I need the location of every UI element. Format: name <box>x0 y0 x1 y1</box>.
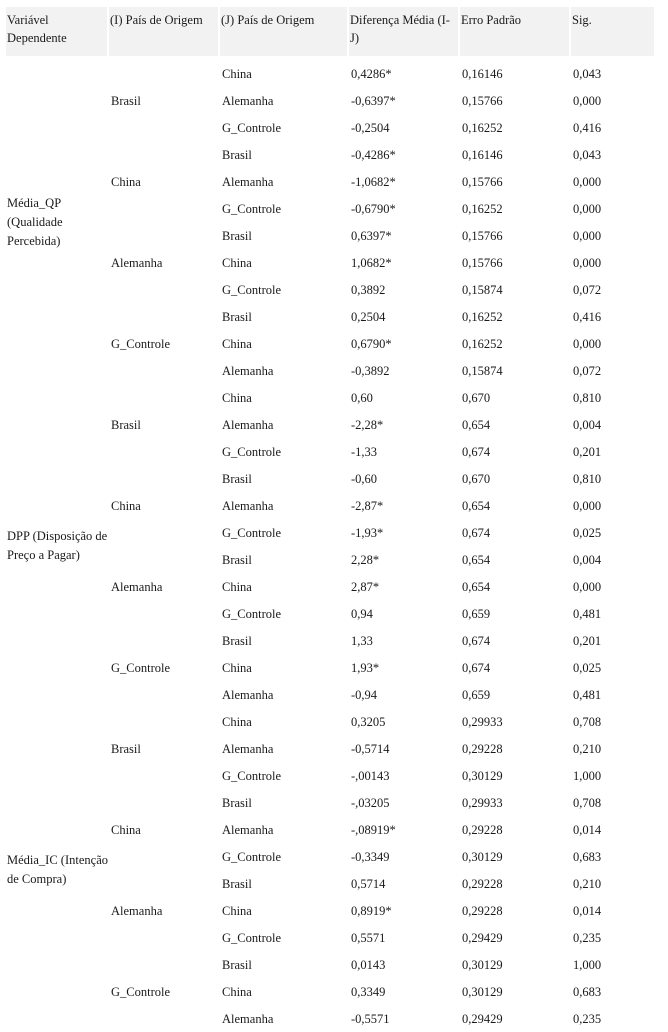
mean-difference-cell: 0,6790* <box>351 336 392 351</box>
j-country-cell: G_Controle <box>222 849 282 864</box>
standard-error-cell: 0,30129 <box>462 849 503 864</box>
significance-cell: 0,481 <box>573 687 602 702</box>
standard-error-cell: 0,654 <box>462 579 491 594</box>
significance-cell: 0,072 <box>573 282 602 297</box>
significance-cell: 0,810 <box>573 471 602 486</box>
standard-error-cell: 0,30129 <box>462 984 503 999</box>
significance-cell: 0,000 <box>573 201 602 216</box>
standard-error-cell: 0,16252 <box>462 201 503 216</box>
j-country-cell: Brasil <box>222 552 252 567</box>
header-i-country: (I) País de Origem <box>109 7 220 56</box>
mean-difference-cell: 1,0682* <box>351 255 392 270</box>
significance-cell: 0,004 <box>573 552 602 567</box>
standard-error-cell: 0,29228 <box>462 903 503 918</box>
header-row <box>6 7 654 56</box>
j-country-cell: G_Controle <box>222 768 282 783</box>
mean-difference-cell: -0,6790* <box>351 201 396 216</box>
mean-difference-cell: 0,94 <box>351 606 373 621</box>
j-country-cell: China <box>222 714 252 729</box>
significance-cell: 0,210 <box>573 876 602 891</box>
mean-difference-cell: -0,5571 <box>351 1011 390 1026</box>
mean-difference-cell: 0,60 <box>351 390 373 405</box>
mean-difference-cell: 0,0143 <box>351 957 386 972</box>
significance-cell: 0,708 <box>573 714 602 729</box>
standard-error-cell: 0,15766 <box>462 228 503 243</box>
mean-difference-cell: -0,60 <box>351 471 378 486</box>
significance-cell: 0,000 <box>573 336 602 351</box>
i-country-cell: Brasil <box>111 741 141 756</box>
significance-cell: 0,000 <box>573 93 602 108</box>
j-country-cell: G_Controle <box>222 120 282 135</box>
standard-error-cell: 0,30129 <box>462 957 503 972</box>
mean-difference-cell: 1,93* <box>351 660 380 675</box>
i-country-cell: G_Controle <box>111 336 171 351</box>
standard-error-cell: 0,30129 <box>462 768 503 783</box>
significance-cell: 0,072 <box>573 363 602 378</box>
j-country-cell: China <box>222 255 252 270</box>
standard-error-cell: 0,16252 <box>462 336 503 351</box>
mean-difference-cell: -0,94 <box>351 687 378 702</box>
j-country-cell: G_Controle <box>222 201 282 216</box>
standard-error-cell: 0,16146 <box>462 147 503 162</box>
j-country-cell: Brasil <box>222 309 252 324</box>
j-country-cell: Alemanha <box>222 1011 274 1026</box>
standard-error-cell: 0,29228 <box>462 741 503 756</box>
significance-cell: 0,000 <box>573 174 602 189</box>
j-country-cell: Alemanha <box>222 822 274 837</box>
standard-error-cell: 0,29429 <box>462 1011 503 1026</box>
j-country-cell: G_Controle <box>222 444 282 459</box>
j-country-cell: Alemanha <box>222 498 274 513</box>
mean-difference-cell: -,00143 <box>351 768 390 783</box>
i-country-cell: China <box>111 174 141 189</box>
mean-difference-cell: 0,4286* <box>351 66 392 81</box>
mean-difference-cell: -0,2504 <box>351 120 390 135</box>
j-country-cell: China <box>222 660 252 675</box>
mean-difference-cell: 2,87* <box>351 579 380 594</box>
significance-cell: 0,416 <box>573 120 602 135</box>
standard-error-cell: 0,15766 <box>462 93 503 108</box>
table-row <box>6 60 654 87</box>
significance-cell: 0,043 <box>573 147 602 162</box>
significance-cell: 0,235 <box>573 1011 602 1026</box>
significance-cell: 0,000 <box>573 579 602 594</box>
j-country-cell: China <box>222 579 252 594</box>
significance-cell: 0,025 <box>573 660 602 675</box>
significance-cell: 0,416 <box>573 309 602 324</box>
mean-difference-cell: -0,5714 <box>351 741 390 756</box>
standard-error-cell: 0,674 <box>462 660 491 675</box>
i-country-cell: Alemanha <box>111 903 163 918</box>
i-country-cell: China <box>111 498 141 513</box>
standard-error-cell: 0,654 <box>462 417 491 432</box>
mean-difference-cell: 0,3892 <box>351 282 386 297</box>
table-row <box>6 384 654 411</box>
j-country-cell: China <box>222 390 252 405</box>
table-header <box>6 7 654 56</box>
standard-error-cell: 0,659 <box>462 687 491 702</box>
mean-difference-cell: -2,87* <box>351 498 384 513</box>
mean-difference-cell: 2,28* <box>351 552 380 567</box>
significance-cell: 0,000 <box>573 228 602 243</box>
mean-difference-cell: -0,6397* <box>351 93 396 108</box>
dependent-variable-cell: Média_IC (Intenção de Compra) <box>7 853 109 886</box>
j-country-cell: G_Controle <box>222 606 282 621</box>
standard-error-cell: 0,670 <box>462 390 491 405</box>
significance-cell: 0,025 <box>573 525 602 540</box>
j-country-cell: Alemanha <box>222 741 274 756</box>
i-country-cell: Alemanha <box>111 255 163 270</box>
j-country-cell: Brasil <box>222 795 252 810</box>
mean-difference-cell: -0,3892 <box>351 363 390 378</box>
mean-difference-cell: -1,33 <box>351 444 378 459</box>
j-country-cell: China <box>222 336 252 351</box>
standard-error-cell: 0,674 <box>462 444 491 459</box>
mean-difference-cell: -,08919* <box>351 822 396 837</box>
j-country-cell: G_Controle <box>222 525 282 540</box>
mean-difference-cell: -0,4286* <box>351 147 396 162</box>
mean-difference-cell: 0,2504 <box>351 309 386 324</box>
i-country-cell: G_Controle <box>111 660 171 675</box>
dependent-variable-cell: Média_QP (Qualidade Percebida) <box>7 195 63 248</box>
significance-cell: 1,000 <box>573 957 602 972</box>
significance-cell: 0,235 <box>573 930 602 945</box>
standard-error-cell: 0,15874 <box>462 282 503 297</box>
standard-error-cell: 0,15766 <box>462 174 503 189</box>
j-country-cell: China <box>222 984 252 999</box>
mean-difference-cell: 1,33 <box>351 633 373 648</box>
j-country-cell: China <box>222 903 252 918</box>
mean-difference-cell: -2,28* <box>351 417 384 432</box>
i-country-cell: China <box>111 822 141 837</box>
significance-cell: 0,683 <box>573 849 602 864</box>
standard-error-cell: 0,674 <box>462 525 491 540</box>
i-country-cell: Brasil <box>111 417 141 432</box>
mean-difference-cell: -1,93* <box>351 525 384 540</box>
j-country-cell: Brasil <box>222 228 252 243</box>
significance-cell: 0,210 <box>573 741 602 756</box>
significance-cell: 0,683 <box>573 984 602 999</box>
significance-cell: 0,000 <box>573 498 602 513</box>
j-country-cell: Brasil <box>222 147 252 162</box>
standard-error-cell: 0,670 <box>462 471 491 486</box>
i-country-cell: Brasil <box>111 93 141 108</box>
j-country-cell: Brasil <box>222 876 252 891</box>
standard-error-cell: 0,29228 <box>462 876 503 891</box>
significance-cell: 0,708 <box>573 795 602 810</box>
j-country-cell: Alemanha <box>222 174 274 189</box>
j-country-cell: Alemanha <box>222 687 274 702</box>
j-country-cell: Alemanha <box>222 93 274 108</box>
significance-cell: 0,043 <box>573 66 602 81</box>
standard-error-cell: 0,16146 <box>462 66 503 81</box>
standard-error-cell: 0,15874 <box>462 363 503 378</box>
standard-error-cell: 0,654 <box>462 552 491 567</box>
header-mean-difference: Diferença Média (I-J) <box>349 7 460 56</box>
significance-cell: 0,201 <box>573 633 602 648</box>
standard-error-cell: 0,15766 <box>462 255 503 270</box>
standard-error-cell: 0,29228 <box>462 822 503 837</box>
j-country-cell: G_Controle <box>222 930 282 945</box>
j-country-cell: Brasil <box>222 471 252 486</box>
mean-difference-cell: 0,5714 <box>351 876 386 891</box>
standard-error-cell: 0,654 <box>462 498 491 513</box>
significance-cell: 0,810 <box>573 390 602 405</box>
j-country-cell: Brasil <box>222 633 252 648</box>
post-hoc-comparison-table <box>6 7 654 1032</box>
header-standard-error: Erro Padrão <box>460 7 571 56</box>
significance-cell: 0,014 <box>573 903 602 918</box>
standard-error-cell: 0,16252 <box>462 120 503 135</box>
standard-error-cell: 0,29429 <box>462 930 503 945</box>
mean-difference-cell: 0,6397* <box>351 228 392 243</box>
mean-difference-cell: 0,3205 <box>351 714 386 729</box>
mean-difference-cell: -0,3349 <box>351 849 390 864</box>
j-country-cell: Alemanha <box>222 417 274 432</box>
mean-difference-cell: 0,3349 <box>351 984 386 999</box>
significance-cell: 0,014 <box>573 822 602 837</box>
header-j-country: (J) País de Origem <box>220 7 349 56</box>
standard-error-cell: 0,659 <box>462 606 491 621</box>
significance-cell: 0,481 <box>573 606 602 621</box>
j-country-cell: Brasil <box>222 957 252 972</box>
table-body <box>6 56 654 1032</box>
standard-error-cell: 0,29933 <box>462 795 503 810</box>
j-country-cell: China <box>222 66 252 81</box>
significance-cell: 0,000 <box>573 255 602 270</box>
i-country-cell: G_Controle <box>111 984 171 999</box>
table-row <box>6 708 654 735</box>
header-dependent-variable: Variável Dependente <box>6 7 109 56</box>
significance-cell: 0,004 <box>573 417 602 432</box>
standard-error-cell: 0,29933 <box>462 714 503 729</box>
significance-cell: 0,201 <box>573 444 602 459</box>
significance-cell: 1,000 <box>573 768 602 783</box>
j-country-cell: Alemanha <box>222 363 274 378</box>
mean-difference-cell: 0,5571 <box>351 930 386 945</box>
standard-error-cell: 0,674 <box>462 633 491 648</box>
i-country-cell: Alemanha <box>111 579 163 594</box>
header-significance: Sig. <box>571 7 654 56</box>
mean-difference-cell: -,03205 <box>351 795 390 810</box>
standard-error-cell: 0,16252 <box>462 309 503 324</box>
dependent-variable-cell: DPP (Disposição de Preço a Pagar) <box>7 529 108 562</box>
mean-difference-cell: 0,8919* <box>351 903 392 918</box>
mean-difference-cell: -1,0682* <box>351 174 396 189</box>
j-country-cell: G_Controle <box>222 282 282 297</box>
